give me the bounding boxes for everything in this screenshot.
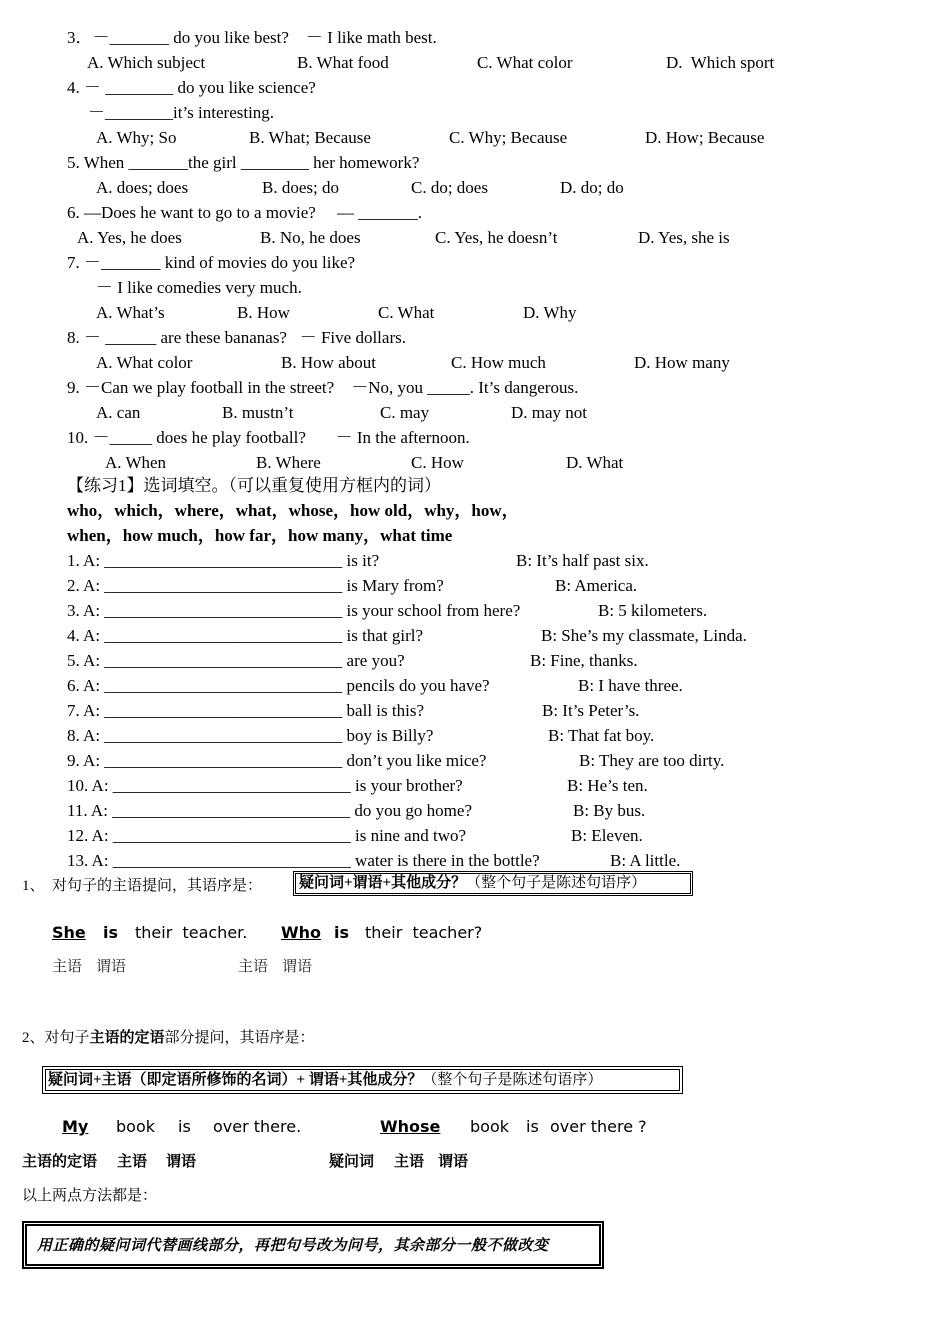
question-3-option-c: C. What color	[477, 53, 573, 72]
rule-2-question-word: Whose	[380, 1117, 441, 1136]
practice-item-7-answer: B: It’s Peter’s.	[542, 701, 640, 720]
practice-item-4-answer: B: She’s my classmate, Linda.	[541, 626, 747, 645]
question-5-option-d: D. do; do	[560, 178, 624, 197]
question-6-option-c: C. Yes, he doesn’t	[435, 228, 558, 247]
practice-item-3-question: 3. A: ____________________________ is your school from here?	[67, 601, 521, 620]
rule-1-example-subject: She	[52, 923, 86, 942]
rule-1-label-predicate: 谓语	[96, 959, 127, 975]
practice-item-9-answer: B: They are too dirty.	[579, 751, 725, 770]
practice-item-2-question: 2. A: ____________________________ is Mary from?	[67, 576, 444, 595]
question-9-stem: 9. －Can we play football in the street? －No, you _____. It’s dangerous.	[67, 378, 579, 397]
practice-item-1-question: 1. A: ____________________________ is it?	[67, 551, 380, 570]
question-4-option-c: C. Why; Because	[449, 128, 568, 147]
practice-item-12-question: 12. A: ____________________________ is nine and two?	[67, 826, 467, 845]
question-9-option-a: A. can	[96, 403, 141, 422]
practice-item-2-answer: B: America.	[555, 576, 638, 595]
rule-2-label-attribute: 主语的定语	[22, 1154, 98, 1170]
rule-2-label-predicate: 谓语	[166, 1154, 197, 1170]
question-10-option-a: A. When	[105, 453, 167, 472]
practice-title: 【练习1】选词填空。（可以重复使用方框内的词）	[67, 476, 441, 495]
question-8-stem: 8. － ______ are these bananas? － Five dollars.	[67, 328, 406, 347]
rule-2-example-predicate: is	[178, 1117, 191, 1136]
question-3-option-a: A. Which subject	[87, 53, 206, 72]
rule-2-formula-box	[42, 1066, 683, 1094]
rule-1-example-predicate: is	[103, 923, 119, 942]
practice-item-13-answer: B: A little.	[610, 851, 681, 870]
rule-1-question-rest: their teacher?	[365, 923, 483, 942]
question-10-stem: 10. －_____ does he play football? － In the afternoon.	[67, 428, 470, 447]
practice-item-6-question: 6. A: ____________________________ pencils do you have?	[67, 676, 490, 695]
rule-2-question-rest: over there ?	[550, 1117, 647, 1136]
question-10-option-c: C. How	[411, 453, 464, 472]
rule-1-label-predicate-2: 谓语	[282, 959, 313, 975]
rule-1-formula-note: （整个句子是陈述句语序）	[466, 875, 647, 891]
rule-2-lead-c: 部分提问，其语序是：	[164, 1030, 315, 1046]
practice-item-8-question: 8. A: ____________________________ boy is Billy?	[67, 726, 434, 745]
question-8-option-b: B. How about	[281, 353, 376, 372]
question-7-option-d: D. Why	[523, 303, 577, 322]
question-3-option-d: D. Which sport	[666, 53, 775, 72]
question-7-stem-reply: － I like comedies very much.	[96, 278, 302, 297]
practice-item-12-answer: B: Eleven.	[571, 826, 643, 845]
summary-lead: 以上两点方法都是：	[22, 1188, 158, 1204]
rule-1-question-word: Who	[281, 923, 322, 942]
question-7-option-c: C. What	[378, 303, 435, 322]
practice-item-11-question: 11. A: ____________________________ do you go home?	[67, 801, 472, 820]
question-5-stem: 5. When _______the girl ________ her homework?	[67, 153, 420, 172]
rule-2-question-subject: book	[470, 1117, 509, 1136]
practice-item-10-question: 10. A: ____________________________ is your brother?	[67, 776, 463, 795]
summary-box	[22, 1221, 604, 1269]
rule-2-label-subject-2: 主语	[394, 1154, 425, 1170]
question-3-stem: 3．－_______ do you like best? － I like math best.	[67, 28, 437, 47]
question-10-option-b: B. Where	[256, 453, 321, 472]
rule-2-formula: 疑问词+主语（即定语所修饰的名词）+ 谓语+其他成分？	[48, 1072, 423, 1088]
practice-item-7-question: 7. A: ____________________________ ball is this?	[67, 701, 424, 720]
rule-2-label-predicate-2: 谓语	[438, 1154, 469, 1170]
rule-1-lead: 1、 对句子的主语提问，其语序是：	[22, 878, 263, 894]
rule-1-formula: 疑问词+谓语+其他成分？	[299, 875, 467, 891]
rule-2-lead	[22, 1028, 315, 1048]
rule-1-example-rest: their teacher.	[135, 923, 248, 942]
question-6-option-d: D. Yes, she is	[638, 228, 730, 247]
question-9-option-d: D. may not	[511, 403, 588, 422]
practice-item-8-answer: B: That fat boy.	[548, 726, 655, 745]
practice-item-4-question: 4. A: ____________________________ is that girl?	[67, 626, 424, 645]
question-8-option-c: C. How much	[451, 353, 546, 372]
rule-1-formula-box	[293, 871, 693, 896]
question-4-stem: 4. － ________ do you like science?	[67, 78, 316, 97]
rule-2-label-subject: 主语	[117, 1154, 148, 1170]
question-8-option-a: A. What color	[96, 353, 193, 372]
question-6-stem: 6. —Does he want to go to a movie? — _______.	[67, 203, 423, 222]
practice-item-3-answer: B: 5 kilometers.	[598, 601, 708, 620]
question-7-option-a: A. What’s	[96, 303, 165, 322]
rule-2-example-attribute: My	[62, 1117, 89, 1136]
question-9-option-c: C. may	[380, 403, 430, 422]
rule-1-label-subject-2: 主语	[238, 959, 269, 975]
practice-item-6-answer: B: I have three.	[578, 676, 683, 695]
question-10-option-d: D. What	[566, 453, 624, 472]
question-5-option-a: A. does; does	[96, 178, 189, 197]
question-9-option-b: B. mustn’t	[222, 403, 294, 422]
rule-1-label-subject: 主语	[52, 959, 83, 975]
practice-item-13-question: 13. A: ____________________________ water is there in the bottle?	[67, 851, 540, 870]
rule-2-example-subject: book	[116, 1117, 155, 1136]
question-7-stem: 7. －_______ kind of movies do you like?	[67, 253, 356, 272]
question-8-option-d: D. How many	[634, 353, 730, 372]
practice-item-1-answer: B: It’s half past six.	[516, 551, 649, 570]
question-4-option-d: D. How; Because	[645, 128, 765, 147]
rule-2-question-predicate: is	[526, 1117, 539, 1136]
question-6-option-a: A. Yes, he does	[77, 228, 182, 247]
rule-2-lead-a: 2、对句子	[22, 1030, 90, 1046]
practice-item-10-answer: B: He’s ten.	[567, 776, 648, 795]
question-4-option-b: B. What; Because	[249, 128, 371, 147]
question-7-option-b: B. How	[237, 303, 290, 322]
practice-item-9-question: 9. A: ____________________________ don’t you like mice?	[67, 751, 487, 770]
rule-2-label-question-word: 疑问词	[329, 1154, 375, 1170]
question-4-stem-reply: －________it’s interesting.	[88, 103, 275, 122]
practice-item-5-question: 5. A: ____________________________ are you?	[67, 651, 405, 670]
rule-2-lead-b: 主语的定语	[89, 1030, 165, 1046]
summary-text: 用正确的疑问词代替画线部分，再把句号改为问号，其余部分一般不做改变	[37, 1238, 549, 1254]
rule-1-question-predicate: is	[334, 923, 350, 942]
question-5-option-c: C. do; does	[411, 178, 488, 197]
question-5-option-b: B. does; do	[262, 178, 339, 197]
rule-2-example-rest: over there.	[213, 1117, 302, 1136]
question-3-option-b: B. What food	[297, 53, 389, 72]
word-bank-line-1: who，which，where，what，whose，how old，why，how，	[67, 501, 519, 520]
question-4-option-a: A. Why; So	[96, 128, 177, 147]
practice-item-5-answer: B: Fine, thanks.	[530, 651, 638, 670]
practice-item-11-answer: B: By bus.	[573, 801, 646, 820]
rule-2-formula-note: （整个句子是陈述句语序）	[422, 1072, 603, 1088]
word-bank-line-2: when，how much，how far，how many，what time	[67, 526, 453, 545]
question-6-option-b: B. No, he does	[260, 228, 361, 247]
